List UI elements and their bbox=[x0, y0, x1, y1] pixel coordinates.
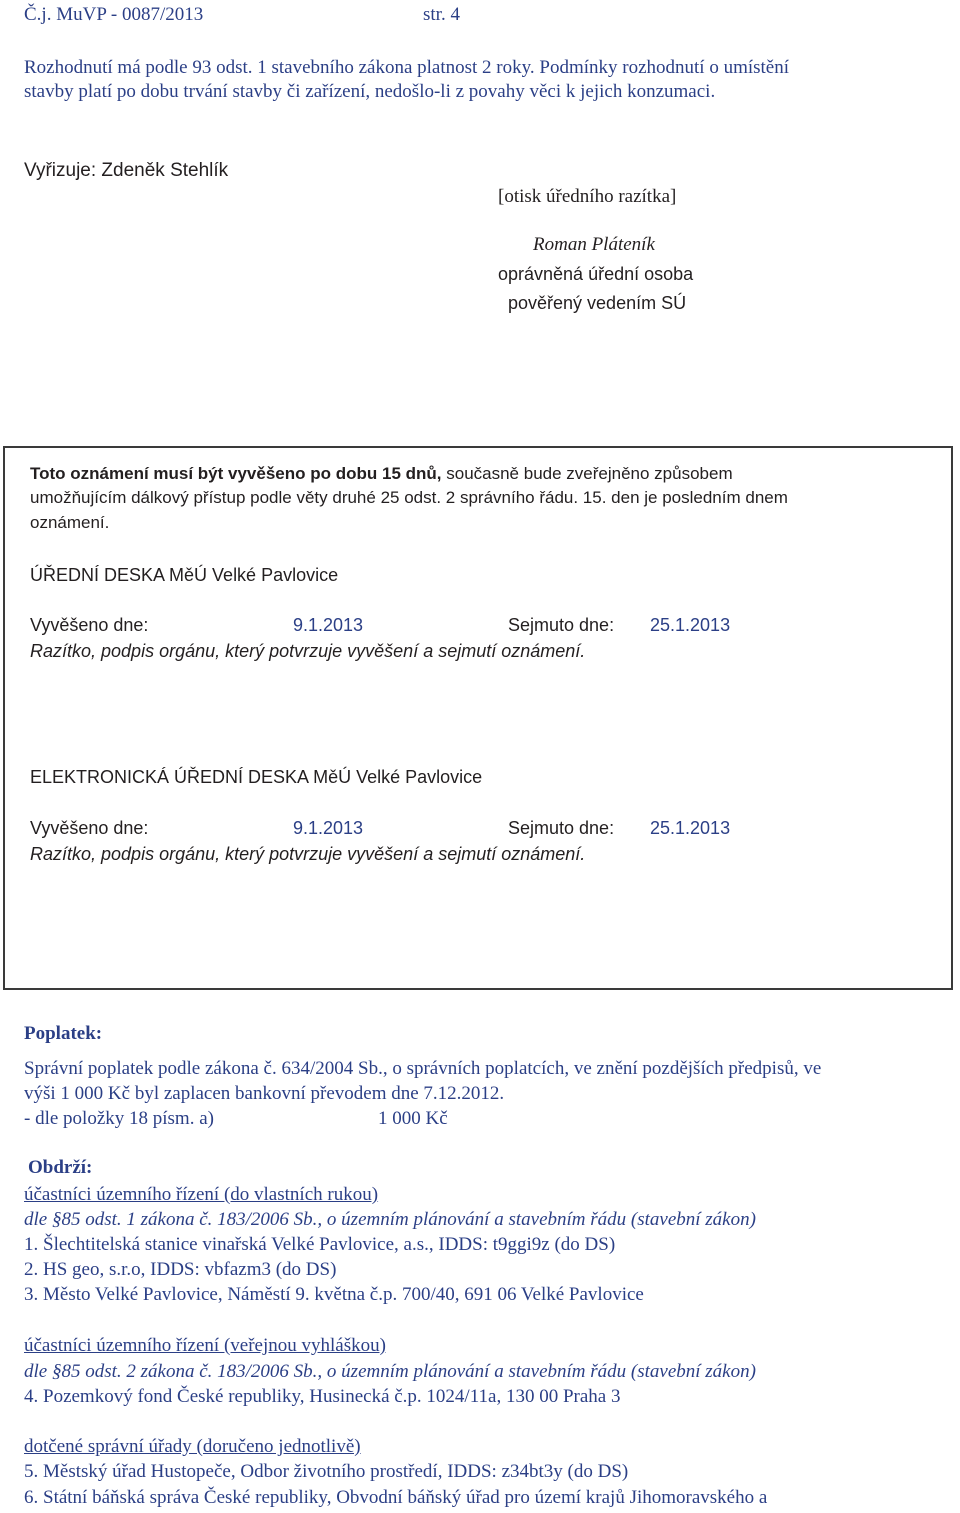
recipient-item: 1. Šlechtitelská stanice vinařská Velké Pavlovice, a.s., IDDS: t9ggi9z (do DS) bbox=[24, 1234, 616, 1255]
recipient-item: 2. HS geo, s.r.o, IDDS: vbfazm3 (do DS) bbox=[24, 1259, 337, 1280]
notice-line-1-rest: současně bude zveřejněno způsobem bbox=[441, 464, 733, 483]
board-1-removed-label: Sejmuto dne: bbox=[508, 615, 615, 635]
board-2-title: ELEKTRONICKÁ ÚŘEDNÍ DESKA MěÚ Velké Pavlovice bbox=[30, 767, 483, 787]
board-1-posted-label: Vyvěšeno dne: bbox=[30, 615, 149, 635]
board-1-removed-date: 25.1.2013 bbox=[650, 615, 731, 635]
notice-line-3: oznámení. bbox=[30, 513, 110, 532]
validity-line-2: stavby platí po dobu trvání stavby či zařízení, nedošlo-li z povahy věci k jejich konzumaci. bbox=[24, 81, 716, 102]
board-2-removed-date: 25.1.2013 bbox=[650, 818, 731, 838]
official-role-2: pověřený vedením SÚ bbox=[508, 293, 687, 313]
recipient-group-1-law: dle §85 odst. 1 zákona č. 183/2006 Sb., o územním plánování a stavebním řádu (stavební zákon) bbox=[24, 1209, 756, 1230]
handled-by: Vyřizuje: Zdeněk Stehlík bbox=[24, 160, 229, 181]
board-2-posted-date: 9.1.2013 bbox=[293, 818, 364, 838]
recipient-group-3-title: dotčené správní úřady (doručeno jednotlivě) bbox=[24, 1436, 361, 1457]
document-reference: Č.j. MuVP - 0087/2013 bbox=[24, 4, 204, 25]
notice-emphasis: Toto oznámení musí být vyvěšeno po dobu 15 dnů, bbox=[30, 464, 442, 483]
board-2-removed-label: Sejmuto dne: bbox=[508, 818, 615, 838]
notice-line-2: umožňujícím dálkový přístup podle věty druhé 25 odst. 2 správního řádu. 15. den je posledním dnem bbox=[30, 488, 788, 507]
recipient-item: 5. Městský úřad Hustopeče, Odbor životního prostředí, IDDS: z34bt3y (do DS) bbox=[24, 1461, 629, 1482]
page-number: str. 4 bbox=[423, 4, 460, 25]
board-1-stamp-note: Razítko, podpis orgánu, který potvrzuje vyvěšení a sejmutí oznámení. bbox=[30, 641, 586, 661]
fee-line-1: Správní poplatek podle zákona č. 634/2004 Sb., o správních poplatcích, ve znění pozdějších předpisů, ve bbox=[24, 1058, 822, 1079]
recipients-heading: Obdrží: bbox=[28, 1157, 93, 1178]
public-notice-box bbox=[3, 446, 953, 990]
board-1-title: ÚŘEDNÍ DESKA MěÚ Velké Pavlovice bbox=[30, 565, 339, 585]
recipient-item: 4. Pozemkový fond České republiky, Husinecká č.p. 1024/11a, 130 00 Praha 3 bbox=[24, 1386, 621, 1407]
recipient-group-2-title: účastníci územního řízení (veřejnou vyhláškou) bbox=[24, 1335, 386, 1356]
recipient-item: 3. Město Velké Pavlovice, Náměstí 9. května č.p. 700/40, 691 06 Velké Pavlovice bbox=[24, 1284, 644, 1305]
board-2-stamp-note: Razítko, podpis orgánu, který potvrzuje vyvěšení a sejmutí oznámení. bbox=[30, 844, 586, 864]
fee-line-2: výši 1 000 Kč byl zaplacen bankovní převodem dne 7.12.2012. bbox=[24, 1083, 505, 1104]
recipient-group-1-title: účastníci územního řízení (do vlastních rukou) bbox=[24, 1184, 379, 1205]
fee-item-label: - dle položky 18 písm. a) bbox=[24, 1108, 214, 1129]
recipient-item: 6. Státní báňská správa České republiky, Obvodní báňský úřad pro území krajů Jihomoravského a bbox=[24, 1487, 768, 1508]
recipient-group-2-law: dle §85 odst. 2 zákona č. 183/2006 Sb., o územním plánování a stavebním řádu (stavební zákon) bbox=[24, 1361, 756, 1382]
fee-heading: Poplatek: bbox=[24, 1023, 103, 1044]
board-1-posted-date: 9.1.2013 bbox=[293, 615, 364, 635]
official-role-1: oprávněná úřední osoba bbox=[498, 264, 694, 284]
official-name: Roman Pláteník bbox=[533, 234, 655, 255]
validity-line-1: Rozhodnutí má podle 93 odst. 1 stavebního zákona platnost 2 roky. Podmínky rozhodnutí o umístění bbox=[24, 57, 790, 78]
stamp-placeholder: [otisk úředního razítka] bbox=[498, 186, 677, 207]
board-2-posted-label: Vyvěšeno dne: bbox=[30, 818, 149, 838]
fee-item-amount: 1 000 Kč bbox=[378, 1108, 448, 1129]
notice-line-1 bbox=[30, 463, 733, 485]
